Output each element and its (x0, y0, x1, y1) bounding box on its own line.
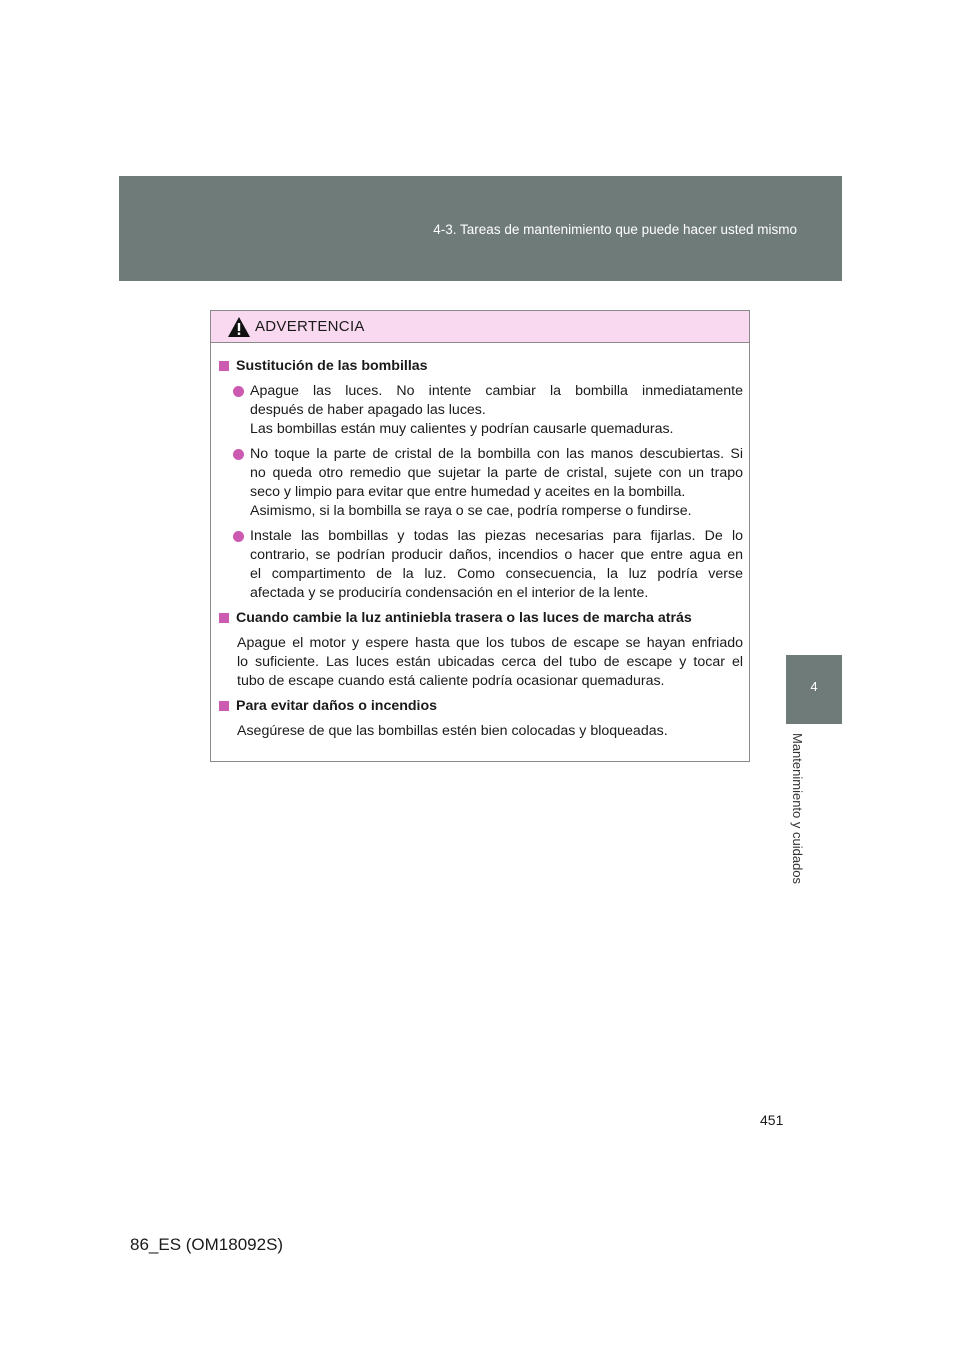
section-paragraph: Apague el motor y espere hasta que los tubos de escape se hayan enfriado lo suficiente. Las luces están ubicadas cerca del tubo de escape y tocar el tubo de escape cuando está caliente podría ocasionar quemaduras. (237, 635, 743, 689)
chapter-number: 4 (810, 679, 818, 694)
section-title: Cuando cambie la luz antiniebla trasera o las luces de marcha atrás (219, 609, 743, 628)
square-bullet-icon (219, 701, 229, 711)
section-avoid-damage (219, 697, 743, 741)
list-item: Apague las luces. No intente cambiar la bombilla inmediatamente después de haber apagado las luces. Las bombillas están muy calientes y podrían causarle quemaduras. (219, 382, 743, 439)
chapter-header (119, 176, 842, 281)
circle-bullet-icon (233, 531, 244, 542)
warning-title: ADVERTENCIA (255, 318, 365, 335)
breadcrumb: 4-3. Tareas de mantenimiento que puede hacer usted mismo (433, 222, 797, 237)
warning-body (211, 343, 749, 741)
warning-box (210, 310, 750, 762)
list-item: Instale las bombillas y todas las piezas necesarias para fijarlas. De lo contrario, se podrían producir daños, incendios o hacer que entre agua en el compartimento de la luz. Como consecuencia, la luz podría verse afectada y se produciría condensación en el interior de la lente. (219, 527, 743, 603)
circle-bullet-icon (233, 386, 244, 397)
chapter-label-container (784, 733, 814, 903)
chapter-label: Mantenimiento y cuidados (790, 733, 805, 885)
section-title: Para evitar daños o incendios (219, 697, 743, 716)
square-bullet-icon (219, 613, 229, 623)
section-title: Sustitución de las bombillas (219, 357, 743, 376)
chapter-tab (786, 655, 842, 724)
warning-triangle-icon (227, 316, 251, 338)
document-code: 86_ES (OM18092S) (130, 1235, 284, 1254)
section-bulb-replacement (219, 357, 743, 603)
section-fog-reverse-lights (219, 609, 743, 691)
square-bullet-icon (219, 361, 229, 371)
page-number: 451 (760, 1112, 784, 1128)
list-item: No toque la parte de cristal de la bombilla con las manos descubiertas. Si no queda otro remedio que sujetar la parte de cristal, sujete con un trapo seco y limpio para evitar que entre humedad y aceites en la bombilla. Asimismo, si la bombilla se raya o se cae, podría romperse o fundirse. (219, 445, 743, 521)
circle-bullet-icon (233, 449, 244, 460)
section-paragraph: Asegúrese de que las bombillas estén bien colocadas y bloqueadas. (237, 723, 668, 739)
warning-header (211, 311, 749, 343)
